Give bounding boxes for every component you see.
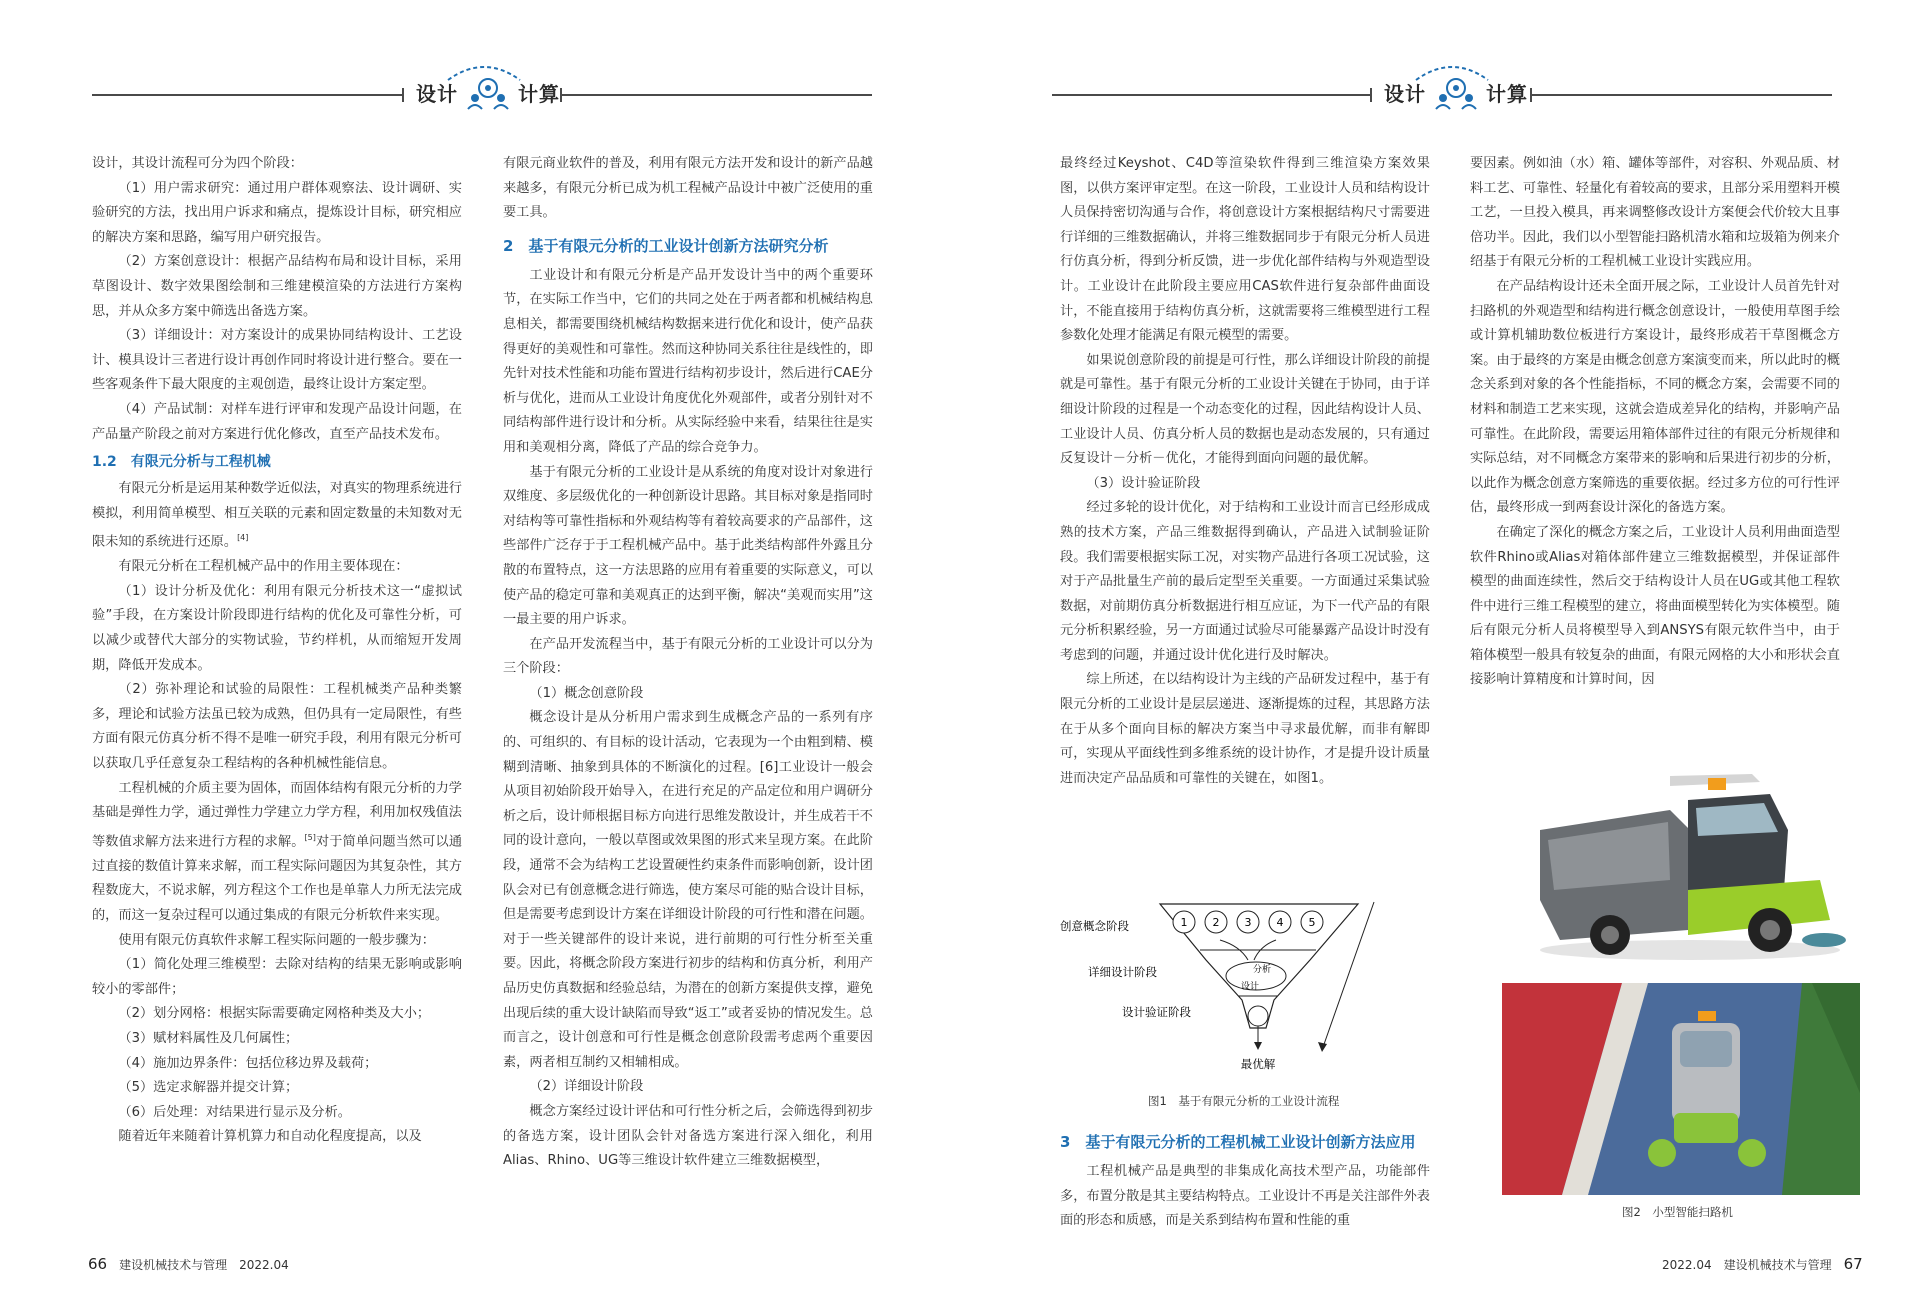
arrowhead — [1318, 1042, 1327, 1052]
figure-1-caption: 图1 基于有限元分析的工业设计流程 — [1148, 1094, 1340, 1108]
sweeper-photo-2 — [1502, 983, 1860, 1195]
design-label: 设计 — [1240, 982, 1260, 992]
journal-name: 建设机械技术与管理 — [1723, 1258, 1832, 1272]
section-heading-2: 2 基于有限元分析的工业设计创新方法研究分析 — [503, 236, 829, 255]
paragraph: （2）弥补理论和试验的局限性：工程机械类产品种类繁多，理论和试验方法虽已较为成熟，但仍具有一定局限性，有些方面有限元仿真分析不得不是唯一研究手段，利用有限元分析可以获取几乎任意复杂工程结构的各种机械性能信息。 — [92, 682, 462, 772]
analysis-label: 分析 — [1252, 965, 1272, 975]
paragraph: 在确定了深化的概念方案之后，工业设计人员利用曲面造型软件Rhino或Alias对箱体部件建立三维数据模型，并保证部件模型的曲面连续性，然后交于结构设计人员在UG或其他工程软件中进行三维工程模型的建立，将曲面模型转化为实体模型。随后有限元分析人员将模型导入到ANSYS有限元软件当中，由于箱体模型一般具有较复杂的曲面，有限元网格的大小和形状会直接影响计算精度和计算时间，因 — [1470, 524, 1840, 688]
paragraph: 经过多轮的设计优化，对于结构和工业设计而言已经形成成熟的技术方案，产品三维数据得到确认，产品进入试制验证阶段。我们需要根据实际工况，对实物产品进行各项工况试验，这对于产品批量生产前的最后定型至关重要。一方面通过采集试验数据，对前期仿真分析数据进行相互应证，为下一代产品的有限元分析积累经验，另一方面通过试验尽可能暴露产品设计时没有考虑到的问题，并通过设计优化进行及时解决。 — [1060, 500, 1430, 663]
header-rule-cap — [1370, 88, 1372, 102]
paragraph: 概念设计是从分析用户需求到生成概念产品的一系列有序的、可组织的、有目标的设计活动，它表现为一个由粗到精、模糊到清晰、抽象到具体的不断演化的过程。[6]工业设计一般会从项目初始阶段开始导入，在进行充足的产品定位和用户调研分析之后，设计师根据目标方向进行思维发散设计，并生成若干不同的设计意向，一般以草图或效果图的形式来呈现方案。在此阶段，通常不会为结构工艺设置硬性约束条件而影响创新，设计团队会对已有创意概念进行筛选，使方案尽可能的贴合设计目标，但是需要考虑到设计方案在详细设计阶段的可行性和潜在问题。对于一些关键部件的设计来说，进行前期的可行性分析至关重要。因此，将概念阶段方案进行初步的结构和仿真分析，利用产品历史仿真数据和经验总结，为潜在的创新方案提供支撑，避免出现后续的重大设计缺陷而导致“返工”或者妥协的情况发生。总而言之，设计创意和可行性是概念创意阶段需考虑两个重要因素，两者相互制约又相辅相成。 — [503, 710, 873, 1070]
paragraph: 在产品开发流程当中，基于有限元分析的工业设计可以分为三个阶段： — [503, 636, 873, 677]
node-label: 4 — [1276, 916, 1284, 929]
trend-arrow — [1322, 902, 1374, 1050]
paragraph: 设计，其设计流程可分为四个阶段： — [92, 156, 303, 171]
arrowhead — [1254, 1042, 1262, 1050]
idea-nodes — [1173, 911, 1323, 933]
paragraph: （2）方案创意设计：根据产品结构布局和设计目标，采用草图设计、数字效果图绘制和三维建模渲染的方法进行方案构思，并从众多方案中筛选出备选方案。 — [92, 254, 462, 319]
header-calc-word: 计算 — [1486, 81, 1528, 106]
node-label: 1 — [1180, 916, 1188, 929]
header-arc-icon — [1412, 60, 1492, 82]
header-rule-cap — [1530, 88, 1532, 102]
figure-2-caption: 图2 小型智能扫路机 — [1622, 1205, 1733, 1219]
header-rule-cap — [560, 88, 562, 102]
paragraph — [92, 477, 462, 555]
paragraph: （1）简化处理三维模型：去除对结构的结果无影响或影响较小的零部件； — [92, 957, 462, 997]
paragraph: （1）用户需求研究：通过用户群体观察法、设计调研、实验研究的方法，找出用户诉求和痛点，提炼设计目标，研究相应的解决方案和思路，编写用户研究报告。 — [92, 180, 462, 245]
footer-left — [88, 1255, 289, 1273]
citation: [4] — [237, 533, 249, 543]
right-page — [960, 0, 1920, 1303]
paragraph: 要因素。例如油（水）箱、罐体等部件，对容积、外观品质、材料工艺、可靠性、轻量化有着较高的要求，且部分采用塑料开模工艺，一旦投入模具，再来调整修改设计方案便会代价较大且事倍功半。因此，我们以小型智能扫路机清水箱和垃圾箱为例来介绍基于有限元分析的工程机械工业设计实践应用。 — [1470, 156, 1840, 270]
paragraph: 最终经过Keyshot、C4D等渲染软件得到三维渲染方案效果图，以供方案评审定型。在这一阶段，工业设计人员和结构设计人员保持密切沟通与合作，将创意设计方案根据结构尺寸需要进行详细的三维数据确认，并将三维数据同步于有限元分析人员进行仿真分析，得到分析反馈，进一步优化部件结构与外观造型设计。工业设计在此阶段主要应用CAS软件进行复杂部件曲面设计，不能直接用于结构仿真分析，这就需要将三维模型进行工程参数化处理才能满足有限元模型的需要。 — [1060, 156, 1430, 344]
sweeper-aerial-image — [1502, 983, 1860, 1195]
sweeper-side-image — [1520, 770, 1850, 970]
header-design-word: 设计 — [416, 81, 458, 106]
paragraph: （2）详细设计阶段 — [529, 1079, 644, 1095]
paragraph: 使用有限元仿真软件求解工程实际问题的一般步骤为： — [118, 932, 435, 948]
result-node — [1248, 1006, 1268, 1026]
paragraph: （5）选定求解器并提交计算； — [118, 1080, 299, 1096]
issue-number: 2022.04 — [1662, 1258, 1712, 1272]
header-calc-word: 计算 — [518, 81, 560, 106]
header-rule-cap — [402, 88, 404, 102]
paragraph: （1）概念创意阶段 — [529, 685, 644, 701]
page-number: 66 — [88, 1255, 108, 1273]
column-1 — [92, 152, 462, 1150]
paragraph: 有限元分析在工程机械产品中的作用主要体现在： — [118, 559, 409, 575]
paragraph: 如果说创意阶段的前提是可行性，那么详细设计阶段的前提就是可靠性。基于有限元分析的工业设计关键在于协同，由于详细设计阶段的过程是一个动态变化的过程，因此结构设计人员、工业设计人员、仿真分析人员的数据也是动态发展的，只有通过反复设计－分析－优化，才能得到面向问题的最优解。 — [1060, 352, 1430, 467]
header-rule-right — [562, 94, 872, 96]
column-4 — [1470, 152, 1840, 693]
paragraph: （4）产品试制：对样车进行评审和发现产品设计问题，在产品量产阶段之前对方案进行优化修改，直至产品技术发布。 — [92, 401, 462, 442]
header-rule-left — [1052, 94, 1370, 96]
figure-1-diagram — [1060, 900, 1380, 1090]
column-2 — [503, 152, 873, 1174]
paragraph — [92, 777, 462, 929]
paragraph: 工业设计和有限元分析是产品开发设计当中的两个重要环节，在实际工作当中，它们的共同之处在于两者都和机械结构息息相关，都需要围绕机械结构数据来进行优化和设计，使产品获得更好的美观性和可靠性。然而这种协同关系往往是线性的，即先针对技术性能和功能布置进行结构初步设计，然后进行CAE分析与优化，进而从工业设计角度优化外观部件，或者分别针对不同结构部件进行设计和分析。从实际经验中来看，结果往往是实用和美观相分离，降低了产品的综合竞争力。 — [503, 267, 873, 455]
column-3-bottom — [1060, 1130, 1430, 1234]
node-label: 3 — [1244, 916, 1252, 929]
paragraph-text: 有限元分析是运用某种数学近似法，对真实的物理系统进行模拟，利用简单模型、相互关联的元素和固定数量的未知数对无限未知的系统进行还原。 — [92, 481, 462, 550]
paragraph: （4）施加边界条件：包括位移边界及载荷； — [118, 1055, 378, 1071]
header-rule-right — [1532, 94, 1832, 96]
paragraph-text: 工程机械的介质主要为固体，而固体结构有限元分析的力学基础是弹性力学，通过弹性力学建立力学方程，利用加权残值法等数值求解方法来进行方程的求解。 — [92, 780, 462, 850]
stage-label: 创意概念阶段 — [1060, 919, 1129, 933]
column-3 — [1060, 152, 1430, 791]
section-heading-3: 3 基于有限元分析的工程机械工业设计创新方法应用 — [1060, 1133, 1416, 1151]
paragraph-text: 对于简单问题当然可以通过直接的数值计算来求解，而工程实际问题因为其复杂性，其方程数庞大，不说求解，列方程这个工作也是单靠人力所无法完成的，而这一复杂过程可以通过集成的有限元分析软件来实现。 — [92, 834, 463, 923]
node-label: 2 — [1212, 916, 1220, 929]
paragraph: 基于有限元分析的工业设计是从系统的角度对设计对象进行双维度、多层级优化的一种创新设计思路。其目标对象是指同时对结构等可靠性指标和外观结构等有着较高要求的产品部件，这些部件广泛存于于工程机械产品中。基于此类结构部件外露且分散的布置特点，这一方法思路的应用有着重要的实际意义，可以使产品的稳定可靠和美观真正的达到平衡，解决“美观而实用”这一最主要的用户诉求。 — [503, 464, 873, 628]
header-design-word: 设计 — [1384, 81, 1426, 106]
paragraph: 在产品结构设计还未全面开展之际，工业设计人员首先针对扫路机的外观造型和结构进行概念创意设计，一般使用草图手绘或计算机辅助数位板进行方案设计，最终形成若干草图概念方案。由于最终的方案是由概念创意方案演变而来，所以此时的概念关系到对象的各个性能指标，不同的概念方案，会需要不同的材料和制造工艺来实现，这就会造成差异化的结构，并影响产品可靠性。在此阶段，需要运用箱体部件过往的有限元分析规律和实际总结，对不同概念方案带来的影响和后果进行初步的分析，以此作为概念创意方案筛选的重要依据。经过多方位的可行性评估，最终形成一到两套设计深化的备选方案。 — [1470, 278, 1840, 516]
paragraph: 工程机械产品是典型的非集成化高技术型产品，功能部件多，布置分散是其主要结构特点。工业设计不再是关注部件外表面的形态和质感，而是关系到结构布置和性能的重 — [1060, 1164, 1430, 1229]
paragraph: （3）详细设计：对方案设计的成果协同结构设计、工艺设计、模具设计三者进行设计再创作同时将设计进行整合。要在一些客观条件下最大限度的主观创造，最终让设计方案定型。 — [92, 328, 462, 393]
paragraph: 有限元商业软件的普及，利用有限元方法开发和设计的新产品越来越多，有限元分析已成为机工程械产品设计中被广泛使用的重要工具。 — [503, 156, 873, 221]
paragraph: 随着近年来随着计算机算力和自动化程度提高，以及 — [118, 1129, 422, 1145]
paragraph: 综上所述，在以结构设计为主线的产品研发过程中，基于有限元分析的工业设计是层层递进、逐渐提炼的过程，其思路方法在于从多个面向目标的解决方案当中寻求最优解，而非有解即可，实现从平面线性到多维系统的设计协作，才是提升设计质量进而决定产品品质和可靠性的关键在，如图1。 — [1060, 672, 1430, 786]
page-number: 67 — [1843, 1255, 1863, 1273]
footer-right — [1662, 1255, 1863, 1273]
paragraph: 概念方案经过设计评估和可行性分析之后，会筛选得到初步的备选方案，设计团队会针对备选方案进行深入细化，利用Alias、Rhino、UG等三维设计软件建立三维数据模型， — [503, 1103, 873, 1169]
stage-label: 详细设计阶段 — [1088, 965, 1157, 979]
header-arc-icon — [444, 60, 524, 82]
issue-number: 2022.04 — [239, 1258, 289, 1272]
paragraph: （6）后处理：对结果进行显示及分析。 — [118, 1104, 351, 1120]
citation: [5] — [304, 832, 316, 842]
result-label: 最优解 — [1240, 1057, 1276, 1071]
paragraph: （3）设计验证阶段 — [1086, 475, 1201, 491]
sweeper-photo-1 — [1520, 770, 1850, 970]
paragraph: （3）赋材料属性及几何属性； — [118, 1030, 299, 1046]
paragraph: （2）划分网格：根据实际需要确定网格种类及大小； — [118, 1006, 431, 1022]
section-heading-1-2: 1.2 有限元分析与工程机械 — [92, 454, 271, 471]
paragraph: （1）设计分析及优化：利用有限元分析技术这一“虚拟试验”手段，在方案设计阶段即进行结构的优化及可靠性分析，可以减少或替代大部分的实物试验，节约样机，从而缩短开发周期，降低开发成本。 — [92, 583, 462, 673]
header-rule-left — [92, 94, 402, 96]
journal-name: 建设机械技术与管理 — [119, 1258, 228, 1272]
node-label: 5 — [1308, 916, 1316, 929]
stage-label: 设计验证阶段 — [1122, 1005, 1191, 1019]
